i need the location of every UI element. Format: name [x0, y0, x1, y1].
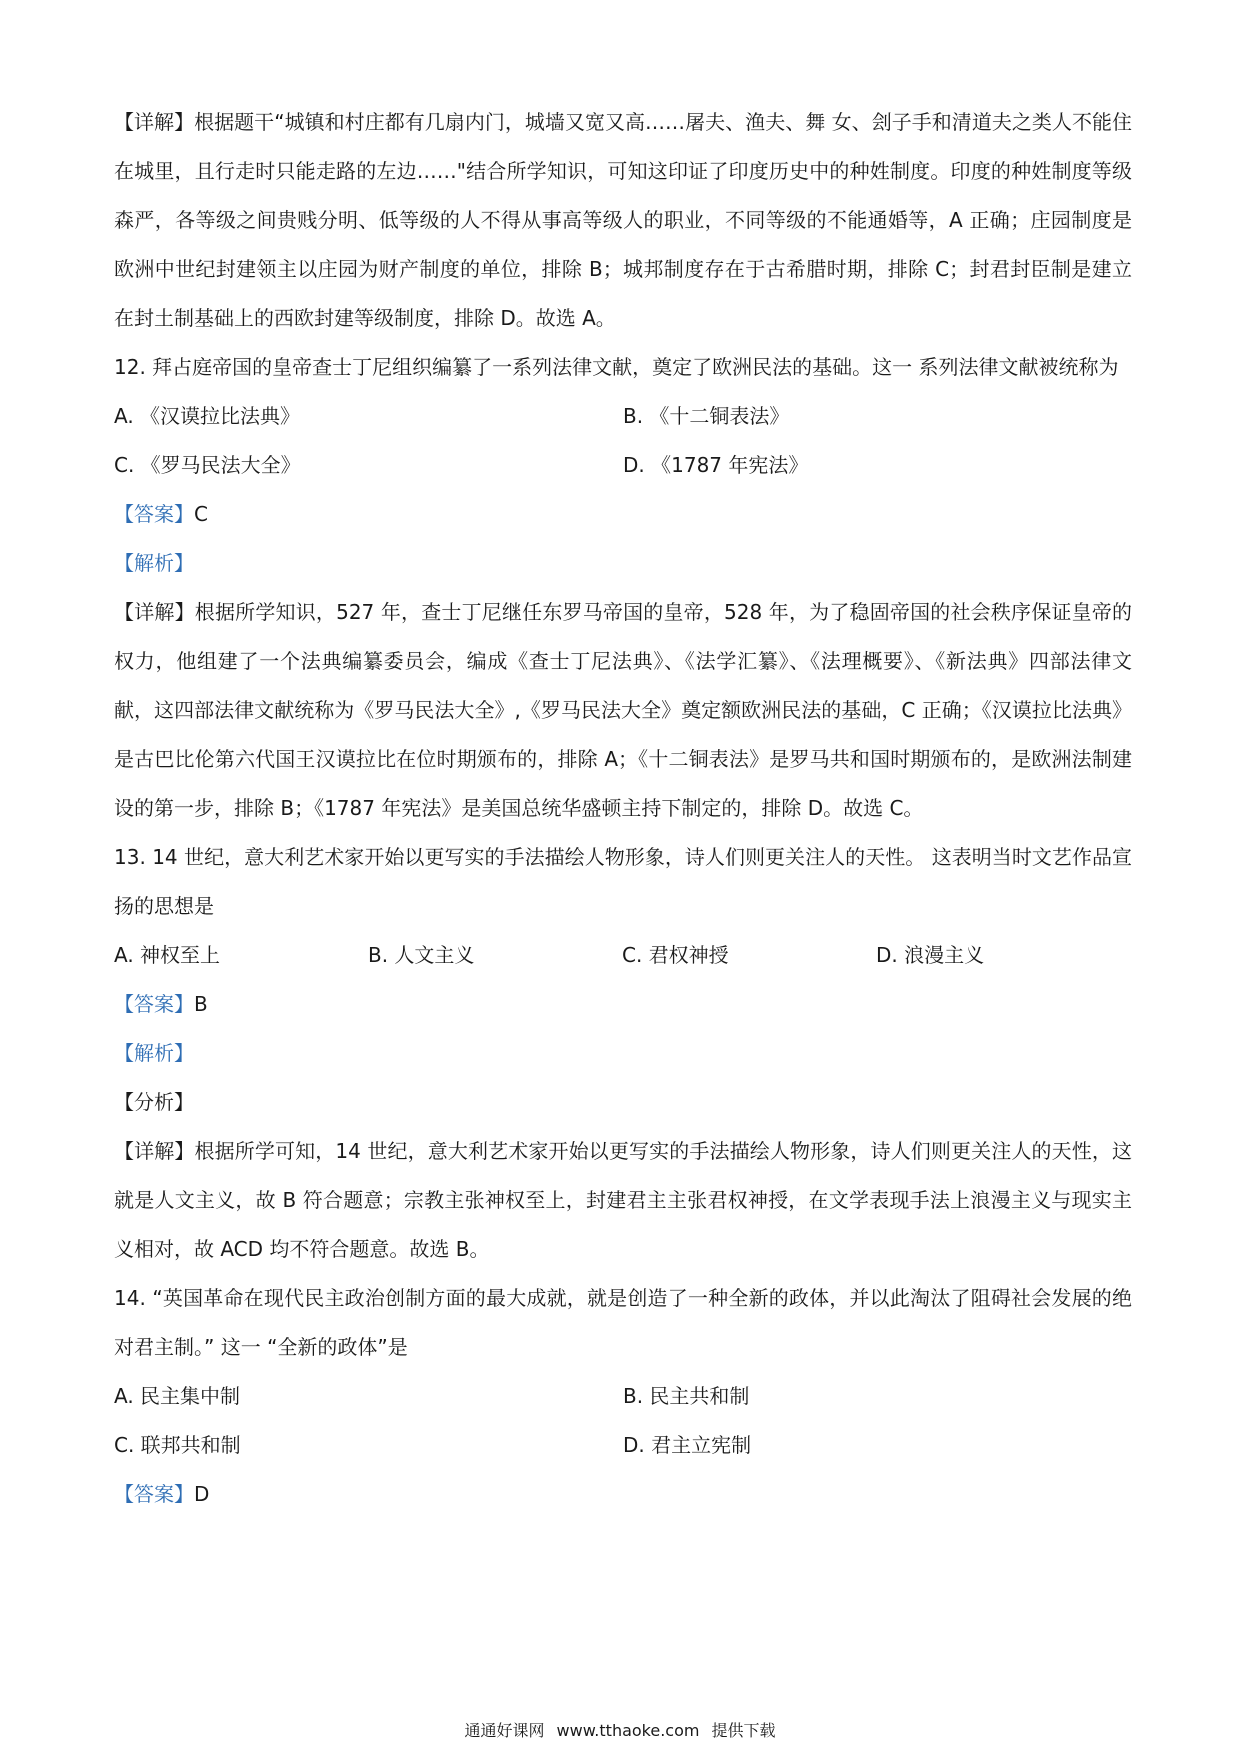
q12-detail-paragraph: [114, 588, 1132, 833]
q14-options-row-2: [114, 1421, 1132, 1470]
detail-tag: 【详解】: [114, 110, 195, 134]
q13-analysis-tag: 【解析】: [114, 1041, 194, 1065]
page-footer: [0, 1718, 1240, 1741]
footer-site-name: 通通好课网: [464, 1721, 545, 1740]
q12-option-b: B. 《十二铜表法》: [623, 404, 790, 428]
q14-option-a: A. 民主集中制: [114, 1384, 241, 1408]
detail-text: 根据所学可知，14 世纪，意大利艺术家开始以更写实的手法描绘人物形象，诗人们则更关注人的天性，这就是人文主义，故 B 符合题意；宗教主张神权至上，封建君主主张君权神授，在文学表现手法上浪漫主义与现实主义相对，故 ACD 均不符合题意。故选 B。: [114, 1139, 1133, 1261]
q14-option-b: B. 民主共和制: [623, 1384, 750, 1408]
q14-answer-line: [114, 1470, 1132, 1519]
q13-answer-line: [114, 980, 1132, 1029]
answer-tag: 【答案】: [114, 992, 194, 1016]
page-content: [114, 98, 1132, 1519]
q12-option-a: A. 《汉谟拉比法典》: [114, 404, 301, 428]
q12-stem: 12. 拜占庭帝国的皇帝查士丁尼组织编纂了一系列法律文献，奠定了欧洲民法的基础。这一 系列法律文献被统称为: [114, 355, 1119, 379]
q11-detail-paragraph: [114, 98, 1132, 343]
q13-detail-paragraph: [114, 1127, 1132, 1274]
q13-answer: B: [194, 992, 208, 1016]
q13-options-row: [114, 931, 1132, 980]
q12-option-d: D. 《1787 年宪法》: [623, 453, 809, 477]
q12-answer-line: [114, 490, 1132, 539]
detail-text: 根据题干“城镇和村庄都有几扇内门，城墙又宽又高……屠夫、渔夫、舞 女、刽子手和清道夫之类人不能住在城里，且行走时只能走路的左边……"结合所学知识，可知这印证了印度历史中的种姓制度。印度的种姓制度等级森严，各等级之间贵贱分明、低等级的人不得从事高等级人的职业，不同等级的不能通婚等，A 正确；庄园制度是欧洲中世纪封建领主以庄园为财产制度的单位，排除 B；城邦制度存在于古希腊时期，排除 C；封君封臣制是建立在封土制基础上的西欧封建等级制度，排除 D。故选 A。: [114, 110, 1133, 330]
q13-fenxi-tag: 【分析】: [114, 1090, 194, 1114]
footer-note: 提供下载: [711, 1721, 776, 1740]
q12-option-c: C. 《罗马民法大全》: [114, 453, 301, 477]
q14-option-d: D. 君主立宪制: [623, 1433, 752, 1457]
q14-option-c: C. 联邦共和制: [114, 1433, 241, 1457]
q14-stem: 14. “英国革命在现代民主政治创制方面的最大成就，就是创造了一种全新的政体，并以此淘汰了阻碍社会发展的绝对君主制。” 这一 “全新的政体”是: [114, 1286, 1132, 1359]
detail-text: 根据所学知识，527 年，查士丁尼继任东罗马帝国的皇帝，528 年，为了稳固帝国的社会秩序保证皇帝的权力，他组建了一个法典编纂委员会，编成《查士丁尼法典》、《法学汇纂》、《法理概要》、《新法典》四部法律文献，这四部法律文献统称为《罗马民法大全》,《罗马民法大全》奠定额欧洲民法的基础，C 正确；《汉谟拉比法典》是古巴比伦第六代国王汉谟拉比在位时期颁布的，排除 A；《十二铜表法》是罗马共和国时期颁布的，是欧洲法制建设的第一步，排除 B；《1787 年宪法》是美国总统华盛顿主持下制定的，排除 D。故选 C。: [114, 600, 1133, 820]
q12-answer: C: [194, 502, 208, 526]
q13-option-c: C. 君权神授: [622, 943, 729, 967]
answer-tag: 【答案】: [114, 502, 194, 526]
footer-url[interactable]: www.tthaoke.com: [556, 1721, 700, 1740]
q13-option-d: D. 浪漫主义: [876, 943, 985, 967]
q14-options-row-1: [114, 1372, 1132, 1421]
q12-options-row-1: [114, 392, 1132, 441]
q14-answer: D: [194, 1482, 210, 1506]
answer-tag: 【答案】: [114, 1482, 194, 1506]
detail-tag: 【详解】: [114, 600, 195, 624]
q12-options-row-2: [114, 441, 1132, 490]
q12-analysis-tag: 【解析】: [114, 551, 194, 575]
detail-tag: 【详解】: [114, 1139, 195, 1163]
q13-option-b: B. 人文主义: [368, 943, 475, 967]
q13-stem: 13. 14 世纪，意大利艺术家开始以更写实的手法描绘人物形象，诗人们则更关注人的天性。 这表明当时文艺作品宣扬的思想是: [114, 845, 1132, 918]
q13-option-a: A. 神权至上: [114, 943, 221, 967]
